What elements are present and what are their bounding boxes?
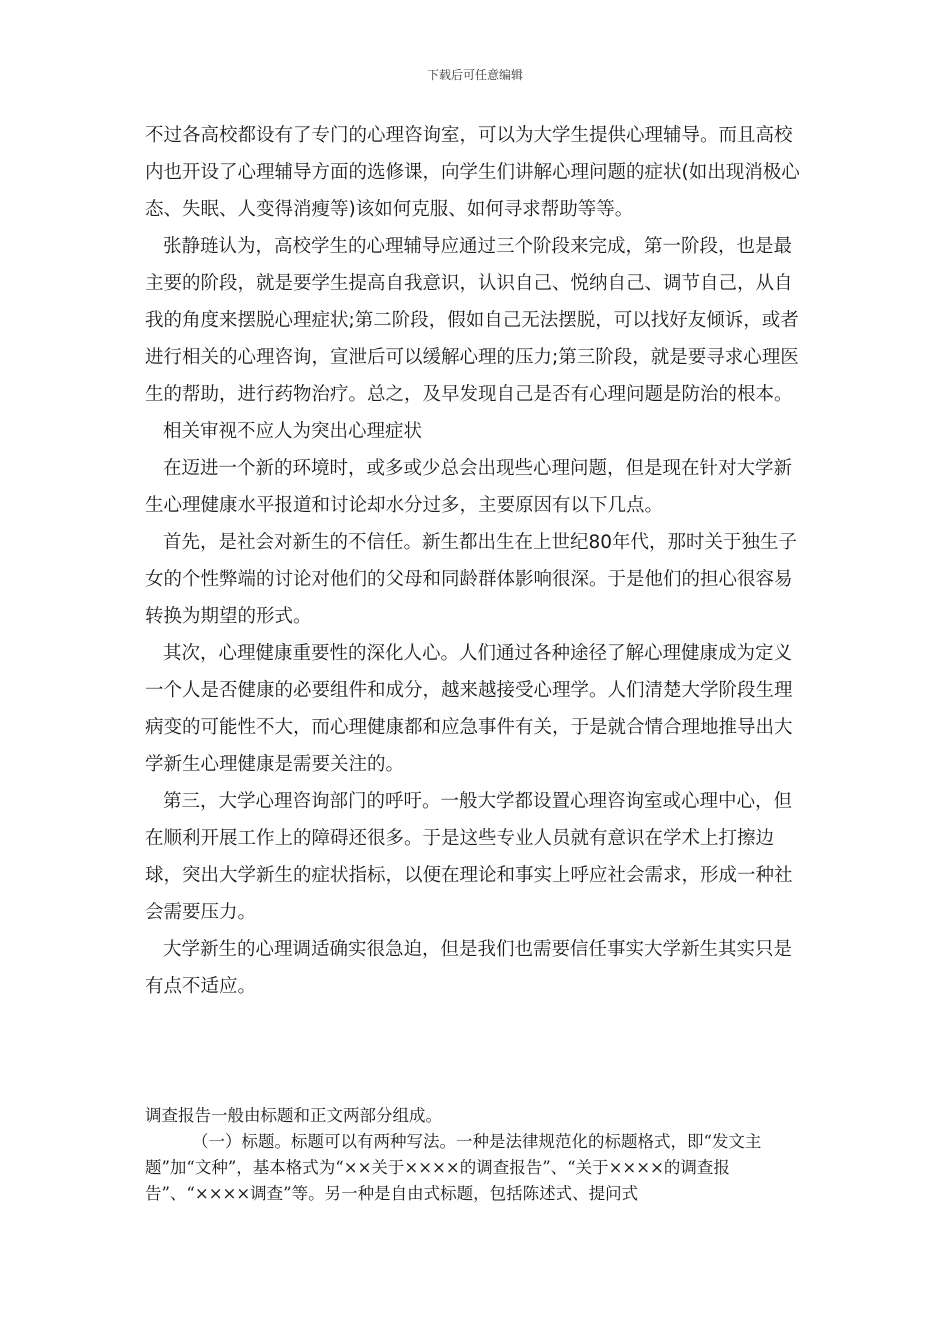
paragraph-6: 第三，大学心理咨询部门的呼吁。一般大学都设置心理咨询室或心理中心，但在顺利开展工作上的障碍还很多。于是这些专业人员就有意识在学术上打擦边球，突出大学新生的症状指标，以便在理论和事实上呼应社会需求，形成一种社会需要压力。	[145, 791, 793, 923]
paragraph-5: 其次，心理健康重要性的深化人心。人们通过各种途径了解心理健康成为定义一个人是否健康的必要组件和成分，越来越接受心理学。人们清楚大学阶段生理病变的可能性不大，而心理健康都和应急事件有关，于是就合情合理地推导出大学新生心理健康是需要关注的。	[145, 643, 793, 775]
section-heading: 相关审视不应人为突出心理症状	[163, 421, 423, 442]
paragraph-4: 首先，是社会对新生的不信任。新生都出生在上世纪80年代，那时关于独生子女的个性弊端的讨论对他们的父母和同龄群体影响很深。于是他们的担心很容易转换为期望的形式。	[145, 532, 798, 627]
page-header: 下载后可任意编辑	[426, 68, 523, 82]
paragraph-2: 张静琏认为，高校学生的心理辅导应通过三个阶段来完成，第一阶段，也是最主要的阶段，就是要学生提高自我意识，认识自己、悦纳自己、调节自己，从自我的角度来摆脱心理症状;第二阶段，假如自己无法摆脱，可以找好友倾诉，或者进行相关的心理咨询，宣泄后可以缓解心理的压力;第三阶段，就是要寻求心理医生的帮助，进行药物治疗。总之，及早发现自己是否有心理问题是防治的根本。	[145, 236, 799, 405]
appendix-section	[145, 1103, 810, 1207]
paragraph-7: 大学新生的心理调适确实很急迫，但是我们也需要信任事实大学新生其实只是有点不适应。	[145, 939, 793, 997]
appendix-intro: 调查报告一般由标题和正文两部分组成。	[145, 1106, 442, 1125]
appendix-item-1: （一）标题。标题可以有两种写法。一种是法律规范化的标题格式，即“发文主题”加“文种”，基本格式为“××关于××××的调查报告”、“关于××××的调查报告”、“××××调查”等。另一种是自由式标题，包括陈述式、提问式	[145, 1132, 762, 1203]
paragraph-3: 在迈进一个新的环境时，或多或少总会出现些心理问题，但是现在针对大学新生心理健康水平报道和讨论却水分过多，主要原因有以下几点。	[145, 458, 793, 516]
document-body	[145, 117, 810, 1005]
paragraph-1: 不过各高校都设有了专门的心理咨询室，可以为大学生提供心理辅导。而且高校内也开设了心理辅导方面的选修课，向学生们讲解心理问题的症状(如出现消极心态、失眠、人变得消瘦等)该如何克服、如何寻求帮助等等。	[145, 125, 800, 220]
